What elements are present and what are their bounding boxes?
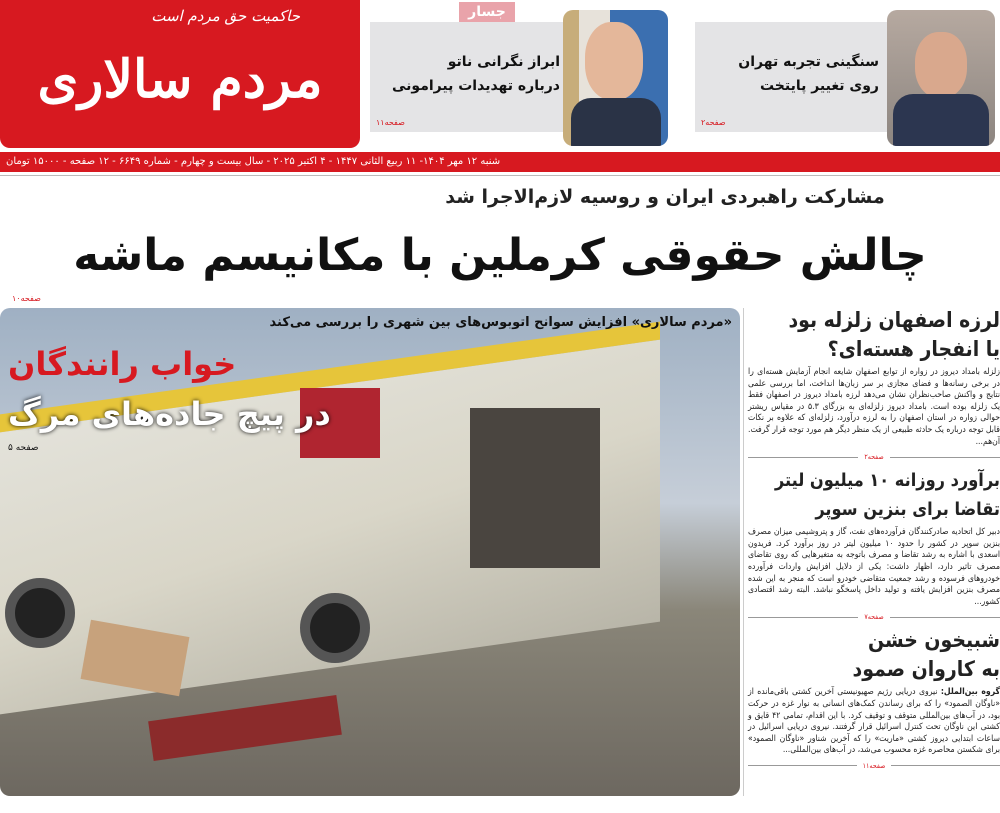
story-body: زلزله بامداد دیروز در زواره از توابع اصفهان شایعه انجام آزمایش هسته‌ای را در برخی رسانه‌ها و فضای مجازی بر سر زبان‌ها انداخت، اما بررسی علمی نتایج و واکنش صاحب‌نظران نشان می‌دهد لرزه بامداد دیروز در اصفهان فقط یک زلزله بوده است. بامداد دیروز زلزله‌ای به بزرگای ۵.۳ در مقیاس ریشتر حوالی زواره در استان اصفهان را به لرزه درآورد، زلزله‌ای که علاوه بر نکات قابل توجه درباره یک حادثه طبیعی از یک منظر دیگر هم مورد توجه قرار گرفت. آن‌هم... xyxy=(748,367,1000,447)
story-page: صفحه۲ xyxy=(748,452,1000,462)
masthead-slogan: حاکمیت حق مردم است xyxy=(151,7,300,25)
story-body: گروه بین‌الملل: نیروی دریایی رژیم صهیونیستی آخرین کشتی باقی‌مانده از «ناوگان الصمود» را که برای رساندن کمک‌های انسانی به نوار غزه در حرکت بود، در آب‌های بین‌المللی متوقف و توقیف کرد. با این اقدام، تمامی ۴۲ قایق و کشتی این ناوگان تحت کنترل اسرائیل قرار گرفتند. نیروی دریایی اسرائیل در ساعات ابتدایی دیروز کشتی «ماریت» را که آخرین شناور «ناوگان الصمود» برای شکستن محاصره غزه محسوب می‌شد، در آب‌های بین‌المللی... xyxy=(748,687,1000,756)
story-page: صفحه۷ xyxy=(748,612,1000,622)
story-title: تقاضا برای بنزین سوپر xyxy=(815,499,1000,521)
column-divider xyxy=(743,308,744,796)
lead-kicker: مشارکت راهبردی ایران و روسیه لازم‌الاجرا شد xyxy=(445,186,885,208)
photo-page: صفحه ۵ xyxy=(8,443,39,453)
story-earthquake[interactable] xyxy=(748,306,1000,462)
teaser-title-line1: ابراز نگرانی ناتو xyxy=(447,54,560,70)
debris xyxy=(148,695,342,761)
teaser-title-line1: سنگینی تجربه تهران xyxy=(738,54,879,70)
story-title: به کاروان صمود xyxy=(852,657,1000,682)
teaser-tehran[interactable] xyxy=(695,22,887,132)
masthead xyxy=(0,0,360,148)
photo-headline-2[interactable]: در پیچ جاده‌های مرگ xyxy=(8,395,331,433)
story-title: برآورد روزانه ۱۰ میلیون لیتر xyxy=(774,470,1000,492)
wheel xyxy=(5,578,75,648)
story-page: صفحه۱۱ xyxy=(748,761,1000,771)
teaser-title-line2: درباره تهدیدات پیرامونی xyxy=(392,78,560,94)
newspaper-logo: مردم سالاری xyxy=(37,49,323,110)
teaser-photo-tehran xyxy=(887,10,995,146)
photo-headline-1[interactable]: خواب رانندگان xyxy=(8,345,237,383)
story-title: لرزه اصفهان زلزله بود xyxy=(788,308,1000,332)
story-body: دبیر کل اتحادیه صادرکنندگان فرآورده‌های نفت، گاز و پتروشیمی میزان مصرف بنزین سوپر در کشور را حدود ۱۰ میلیون لیتر در روز برآورد کرد. فریدون اسعدی با اشاره به رشد تقاضا و مصرف باتوجه به متغیرهایی که روی تقاضای مصرف تاثیر دارد، اظهار داشت: یکی از دلایل افزایش واردات فرآورده خودروهای فرسوده و رشد جمعیت متقاضی خودرو است که منجر به این شده مصرف بنزین افزایش یافته و تولید داخل پاسخگو نباشد. البته رشد اقتصادی کشور... xyxy=(748,527,1000,607)
story-title: شبیخون خشن xyxy=(867,628,1000,653)
bus-accident-photo[interactable] xyxy=(0,308,740,796)
teaser-page: صفحه۲ xyxy=(701,118,726,127)
wheel xyxy=(300,593,370,663)
story-gasoline[interactable] xyxy=(748,466,1000,622)
divider xyxy=(0,175,1000,176)
story-flotilla[interactable] xyxy=(748,626,1000,771)
teaser-title-line2: روی تغییر پایتخت xyxy=(759,78,879,94)
story-lead: گروه بین‌الملل: xyxy=(940,687,1000,698)
story-title: یا انفجار هسته‌ای؟ xyxy=(827,337,1000,361)
lead-page: صفحه۱۰ xyxy=(12,294,41,303)
teaser-photo-nato xyxy=(563,10,668,146)
section-label: جسار xyxy=(459,2,515,22)
dateline-bar: شنبه ۱۲ مهر ۱۴۰۴- ۱۱ ربیع الثانی ۱۴۴۷ - ۴ اکتبر ۲۰۲۵ - سال بیست و چهارم - شماره ۶۶۴۹ - ۱۲ صفحه - ۱۵۰۰۰ تومان xyxy=(0,152,1000,172)
photo-kicker: «مردم سالاری» افزایش سوانح اتوبوس‌های بین شهری را بررسی می‌کند xyxy=(269,315,732,330)
wreck xyxy=(470,408,600,568)
right-column xyxy=(748,306,1000,775)
teaser-page: صفحه۱۱ xyxy=(376,118,405,127)
lead-headline[interactable]: چالش حقوقی کرملین با مکانیسم ماشه xyxy=(73,230,927,281)
